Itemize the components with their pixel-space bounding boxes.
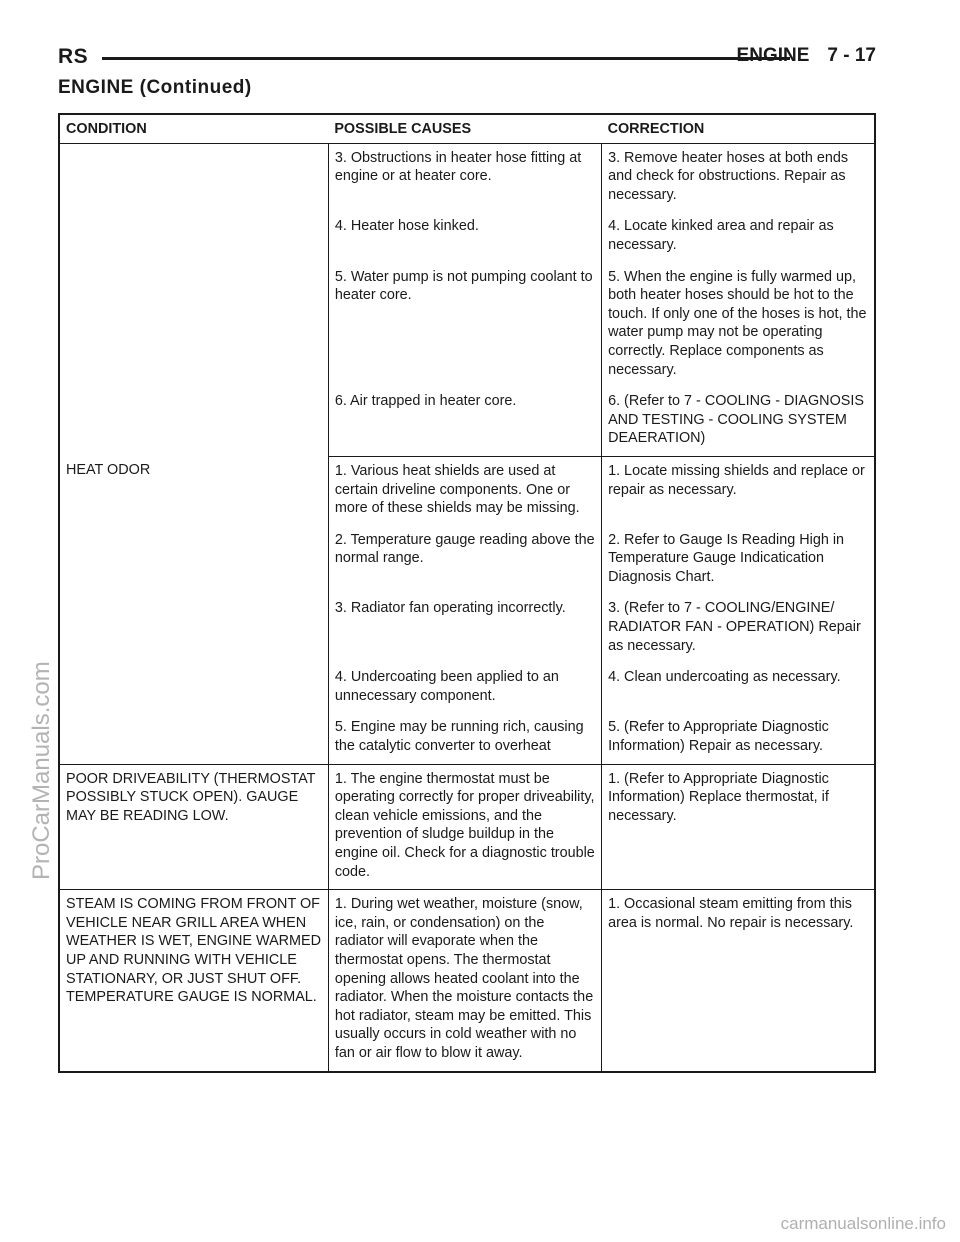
condition-cell: HEAT ODOR xyxy=(59,456,328,764)
correction-cell: 1. Occasional steam emitting from this area is normal. No repair is necessary. xyxy=(608,896,854,931)
correction-cell: 3. Remove heater hoses at both ends and check for obstructions. Repair as necessary. xyxy=(608,149,849,203)
column-header-condition: CONDITION xyxy=(59,114,328,143)
correction-cell: 1. Locate missing shields and replace or repair as necessary. xyxy=(608,462,865,498)
cause-cell: 5. Water pump is not pumping coolant to heater core. xyxy=(328,263,601,388)
condition-cell: POOR DRIVEABILITY (THERMOSTAT POSSIBLY STUCK OPEN). GAUGE MAY BE READING LOW. xyxy=(59,764,328,890)
condition-cell xyxy=(59,143,328,456)
cause-cell: 1. Various heat shields are used at certain driveline components. One or more of these shields may be missing. xyxy=(328,456,601,525)
page-header xyxy=(58,40,876,72)
header-right xyxy=(737,45,876,67)
cause-cell: 6. Air trapped in heater core. xyxy=(328,387,601,456)
column-header-correction: CORRECTION xyxy=(602,114,875,143)
cause-cell: 4. Heater hose kinked. xyxy=(328,212,601,262)
header-vehicle-code: RS xyxy=(58,45,89,68)
table-row xyxy=(59,764,875,890)
table-row xyxy=(59,890,875,1072)
correction-cell: 6. (Refer to 7 - COOLING - DIAGNOSIS AND TESTING - COOLING SYSTEM DEAERATION) xyxy=(602,387,875,456)
correction-cell: 4. Clean undercoating as necessary. xyxy=(608,669,841,686)
cause-cell: 1. During wet weather, moisture (snow, ice, rain, or condensation) on the radiator will evaporate when the thermostat opens. The thermostat opening allows heated coolant into the radiator. When the moisture contacts the hot radiator, steam may be emitted. This usually occurs in cold weather with no fan or air flow to blow it away. xyxy=(328,890,601,1072)
cause-cell: 1. The engine thermostat must be operating correctly for proper driveability, clean vehicle emissions, and the prevention of sludge buildup in the engine oil. Check for a diagnostic trouble code. xyxy=(328,764,601,890)
header-page-number: 7 - 17 xyxy=(827,45,876,66)
correction-cell: 4. Locate kinked area and repair as necessary. xyxy=(608,218,834,253)
bottom-watermark: carmanualsonline.info xyxy=(780,1214,946,1233)
correction-cell: 5. When the engine is fully warmed up, both heater hoses should be hot to the touch. If only one of the hoses is hot, the water pump may not be operating correctly. Replace components as necessary. xyxy=(608,268,867,378)
column-header-possible-causes: POSSIBLE CAUSES xyxy=(328,114,601,143)
diagnosis-table xyxy=(58,113,876,1073)
condition-cell: STEAM IS COMING FROM FRONT OF VEHICLE NEAR GRILL AREA WHEN WEATHER IS WET, ENGINE WARMED UP AND RUNNING WITH VEHICLE STATIONARY, OR JUST SHUT OFF. TEMPERATURE GAUGE IS NORMAL. xyxy=(59,890,328,1072)
continued-title: ENGINE (Continued) xyxy=(58,77,252,98)
cause-cell: 4. Undercoating been applied to an unnecessary component. xyxy=(328,663,601,713)
table-row xyxy=(59,456,875,525)
cause-cell: 3. Radiator fan operating incorrectly. xyxy=(328,594,601,663)
cause-cell: 3. Obstructions in heater hose fitting at engine or at heater core. xyxy=(328,143,601,212)
correction-cell: 1. (Refer to Appropriate Diagnostic Information) Replace thermostat, if necessary. xyxy=(602,764,875,890)
header-section-title: ENGINE xyxy=(736,45,810,66)
side-watermark: ProCarManuals.com xyxy=(28,661,55,880)
correction-cell: 2. Refer to Gauge Is Reading High in Temperature Gauge Indicatication Diagnosis Chart. xyxy=(608,531,845,585)
correction-cell: 3. (Refer to 7 - COOLING/ENGINE/ RADIATOR FAN - OPERATION) Repair as necessary. xyxy=(608,600,861,654)
table-header-row xyxy=(59,114,875,143)
header-rule xyxy=(102,57,790,60)
cause-cell: 5. Engine may be running rich, causing the catalytic converter to overheat xyxy=(328,713,601,764)
cause-cell: 2. Temperature gauge reading above the normal range. xyxy=(328,526,601,595)
table-row xyxy=(59,143,875,212)
correction-cell: 5. (Refer to Appropriate Diagnostic Information) Repair as necessary. xyxy=(602,713,875,764)
